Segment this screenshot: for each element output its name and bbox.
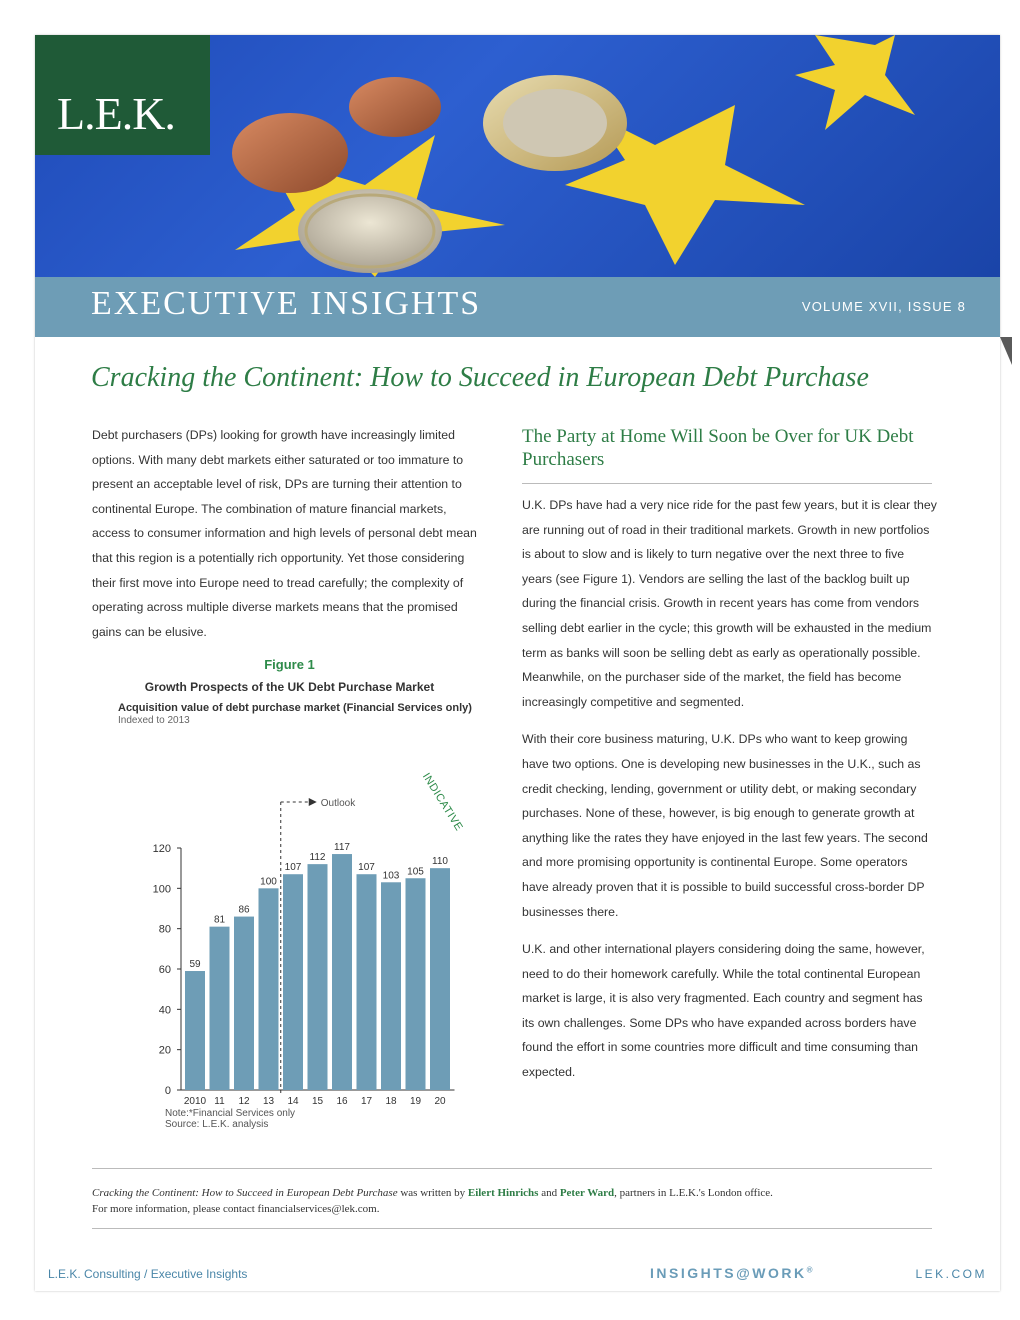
outlook-label: Outlook [320,798,356,809]
y-tick-label: 120 [152,843,171,855]
bar-14 [283,874,303,1090]
x-tick-label: 20 [434,1096,446,1105]
indicative-stamp: INDICATIVE [419,771,465,834]
banner-corner-fold [1000,337,1012,365]
author-credit [92,1185,932,1217]
bar-value-label: 103 [382,870,400,882]
y-tick-label: 40 [158,1004,171,1017]
bar-chart [105,760,465,1105]
figure-title: Growth Prospects of the UK Debt Purchase Market [144,680,435,694]
bar-12 [234,917,254,1090]
section-heading: The Party at Home Will Soon be Over for UK Debt Purchasers [522,426,914,470]
paragraph-1: U.K. DPs have had a very nice ride for the past few years, but it is clear they are running out of road in their traditional markets. Growth in new portfolios is about to slow and is likely to turn negative over the next three to five years (see Figure 1). Vendors are selling the last of the backlog built up during the financial crisis. Growth in recent years has come from vendors selling debt earlier in the cycle; this growth will be exhausted in the medium term as banks will soon be selling debt as early as operationally possible. Meanwhile, on the purchaser side of the market, the field has become increasingly competitive and segmented. [522,498,937,709]
figure-index-note: Indexed to 2013 [118,715,190,726]
source-text: Source: L.E.K. analysis [165,1119,269,1130]
credit-role: , partners in L.E.K.'s London office. [614,1187,773,1199]
bar-value-label: 81 [213,914,226,926]
figure-label: Figure 1 [264,657,315,672]
bar-16 [332,854,352,1090]
bar-value-label: 100 [260,876,277,888]
bar-17 [357,874,377,1090]
x-tick-label: 2010 [183,1096,207,1105]
footer-publication: L.E.K. Consulting / Executive Insights [48,1267,248,1281]
bar-value-label: 86 [238,904,250,916]
logo-box [35,35,210,155]
y-tick-label: 60 [158,964,171,976]
bar-20 [430,868,450,1090]
intro-paragraph: Debt purchasers (DPs) looking for growth have increasingly limited options. With many debt markets either saturated or too immature to present an acceptable level of risk, DPs are turning their attention to continental Europe. The combination of mature financial markets, access to consumer information and high levels of personal debt mean that this region is a potentially rich opportunity. Yet those considering their first move into Europe need to tread carefully; the complexity of operating across multiple diverse markets means that the promised gains can be elusive. [92,428,477,639]
contact-line: For more information, please contact financialservices@lek.com. [92,1203,380,1215]
x-tick-label: 18 [385,1096,397,1105]
y-tick-label: 0 [164,1085,171,1097]
y-tick-label: 100 [152,883,171,896]
banner-title: EXECUTIVE INSIGHTS [91,285,482,322]
x-tick-label: 13 [262,1096,275,1105]
registered-mark: ® [806,1265,813,1275]
note-text: Note:*Financial Services only [165,1108,296,1119]
outlook-arrow-head [309,798,317,806]
author-name-2: Peter Ward [559,1187,615,1199]
paragraph-3: U.K. and other international players considering doing the same, however, need to do their homework carefully. While the total continental European market is large, it is also very fragmented. Each country and segment has its own challenges. Some DPs who have expanded across borders have found the effort in some countries more difficult and time consuming than expected. [522,942,925,1080]
bar-value-label: 105 [407,866,424,878]
bar-value-label: 107 [358,862,375,874]
bar-value-label: 110 [432,856,448,868]
figure-subtitle: Acquisition value of debt purchase market (Financial Services only) [118,702,472,714]
bar-13 [259,888,279,1090]
y-tick-label: 20 [158,1044,171,1057]
paragraph-2: With their core business maturing, U.K. DPs who want to keep growing have two options. One is developing new businesses in the U.K., such as credit checking, lending, government or utility debt, or making secondary purchases. None of these, however, is big enough to generate growth at anything like the rates they have enjoyed in the last few years. The second and more promising opportunity is continental Europe. Some operators have already proven that it is possible to build successful cross-border DP businesses there. [522,732,928,919]
credit-article-title: Cracking the Continent: How to Succeed in European Debt Purchase [92,1187,398,1199]
section-divider [522,483,932,484]
bar-15 [308,864,328,1090]
x-tick-label: 17 [360,1096,373,1105]
credit-written-by: was written by [397,1187,468,1199]
bar-value-label: 112 [309,852,326,864]
right-column [522,493,937,1098]
bar-2010 [185,971,205,1090]
page [35,35,1000,1291]
author-name-1: Eilert Hinrichs [467,1187,539,1199]
footer-insights-at-work [650,1265,813,1281]
x-tick-label: 15 [311,1096,324,1105]
credit-divider-bottom [92,1228,932,1229]
x-tick-label: 12 [238,1096,250,1105]
figure-note [165,1108,295,1130]
footer-website: LEK.COM [915,1267,987,1281]
x-tick-label: 19 [409,1096,422,1105]
bar-11 [210,927,230,1090]
lek-logo: L.E.K. [57,88,175,139]
insights-at-work-text: INSIGHTS@WORK [650,1265,807,1281]
issue-volume: VOLUME XVII, ISSUE 8 [801,299,966,314]
x-tick-label: 14 [287,1096,299,1105]
banner [35,277,1000,337]
y-tick-label: 80 [158,923,171,936]
article-title: Cracking the Continent: How to Succeed in European Debt Purchase [91,362,869,393]
bar-value-label: 117 [334,842,350,854]
hero-image [35,35,1000,277]
bar-19 [406,878,426,1090]
bar-18 [381,882,401,1090]
bar-value-label: 107 [284,862,302,874]
x-tick-label: 16 [336,1096,348,1105]
bar-value-label: 59 [189,959,201,971]
x-tick-label: 11 [214,1096,225,1105]
credit-and: and [538,1187,560,1199]
credit-divider-top [92,1168,932,1169]
